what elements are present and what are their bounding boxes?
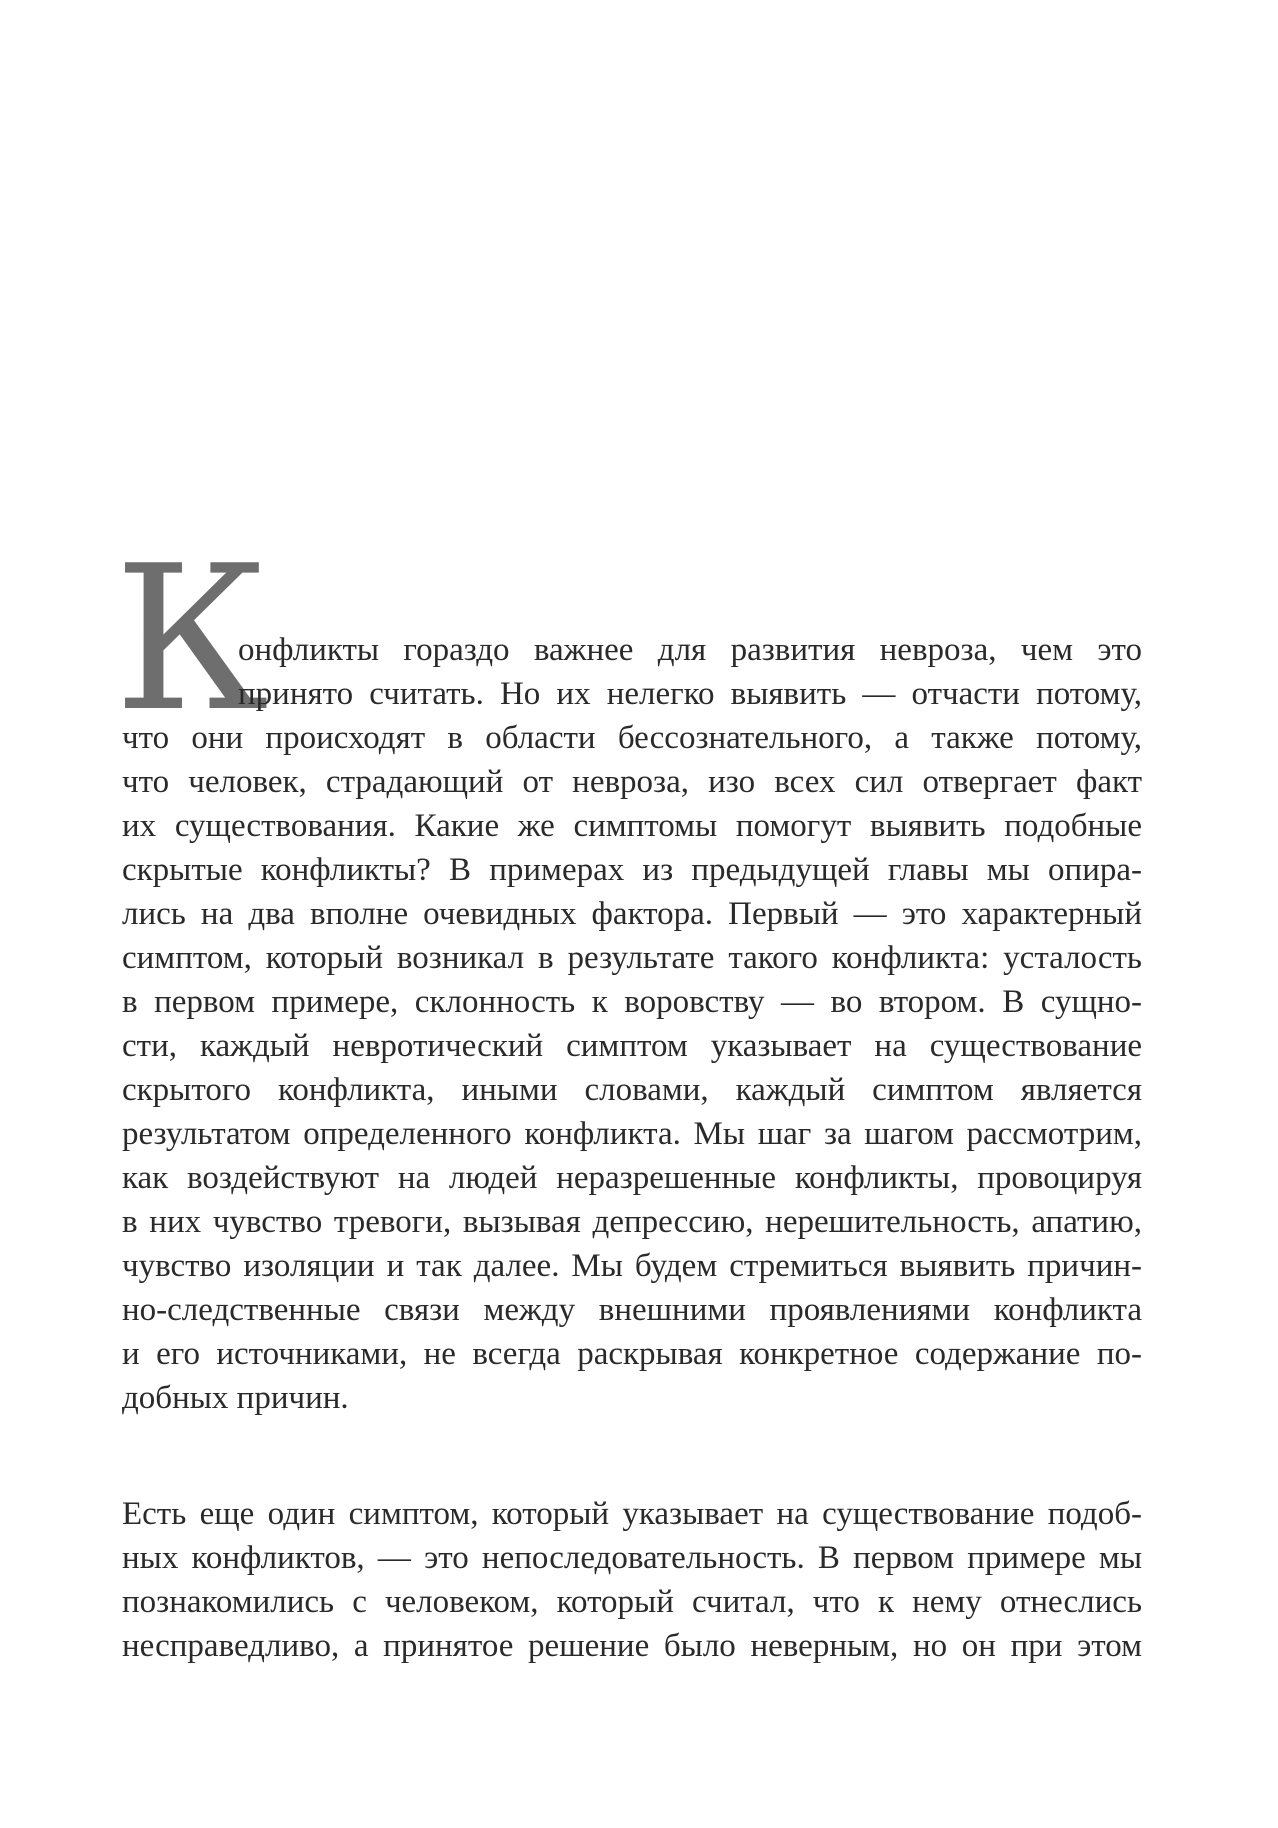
paragraph-line: несправедливо, а принятое решение было неверным, но он при этом [122, 1628, 1142, 1664]
paragraph-line: познакомились с человеком, который считал, что к нему отнеслись [122, 1584, 1142, 1620]
paragraph-line: сти, каждый невротический симптом указывает на существование [122, 1028, 1142, 1064]
paragraph-line: результатом определенного конфликта. Мы шаг за шагом рассмотрим, [122, 1116, 1142, 1152]
paragraph-line: что человек, страдающий от невроза, изо всех сил отвергает факт [122, 764, 1142, 800]
paragraph-line: скрытого конфликта, иными словами, каждый симптом является [122, 1072, 1142, 1108]
paragraph-line: Есть еще один симптом, который указывает на существование подоб- [122, 1496, 1142, 1532]
paragraph-line: добных причин. [122, 1380, 349, 1416]
paragraph-line: как воздействуют на людей неразрешенные конфликты, провоцируя [122, 1160, 1142, 1196]
drop-cap: К [114, 523, 269, 756]
paragraph-line: но-следственные связи между внешними проявлениями конфликта [122, 1292, 1142, 1328]
paragraph-line: лись на два вполне очевидных фактора. Первый — это характерный [122, 896, 1142, 932]
paragraph-line: чувство изоляции и так далее. Мы будем стремиться выявить причин- [122, 1248, 1142, 1284]
paragraph-line: в них чувство тревоги, вызывая депрессию, нерешительность, апатию, [122, 1204, 1142, 1240]
paragraph-line: скрытые конфликты? В примерах из предыдущей главы мы опира- [122, 852, 1142, 888]
paragraph-line: принято считать. Но их нелегко выявить — отчасти потому, [238, 676, 1142, 712]
paragraph-line: и его источниками, не всегда раскрывая конкретное содержание по- [122, 1336, 1142, 1372]
paragraph-line: ных конфликтов, — это непоследовательность. В первом примере мы [122, 1540, 1142, 1576]
paragraph-line: их существования. Какие же симптомы помогут выявить подобные [122, 808, 1142, 844]
paragraph-line: что они происходят в области бессознательного, а также потому, [122, 720, 1142, 756]
paragraph-line: онфликты гораздо важнее для развития невроза, чем это [238, 632, 1142, 668]
paragraph-line: в первом примере, склонность к воровству — во втором. В сущно- [122, 984, 1142, 1020]
paragraph-line: симптом, который возникал в результате такого конфликта: усталость [122, 940, 1142, 976]
